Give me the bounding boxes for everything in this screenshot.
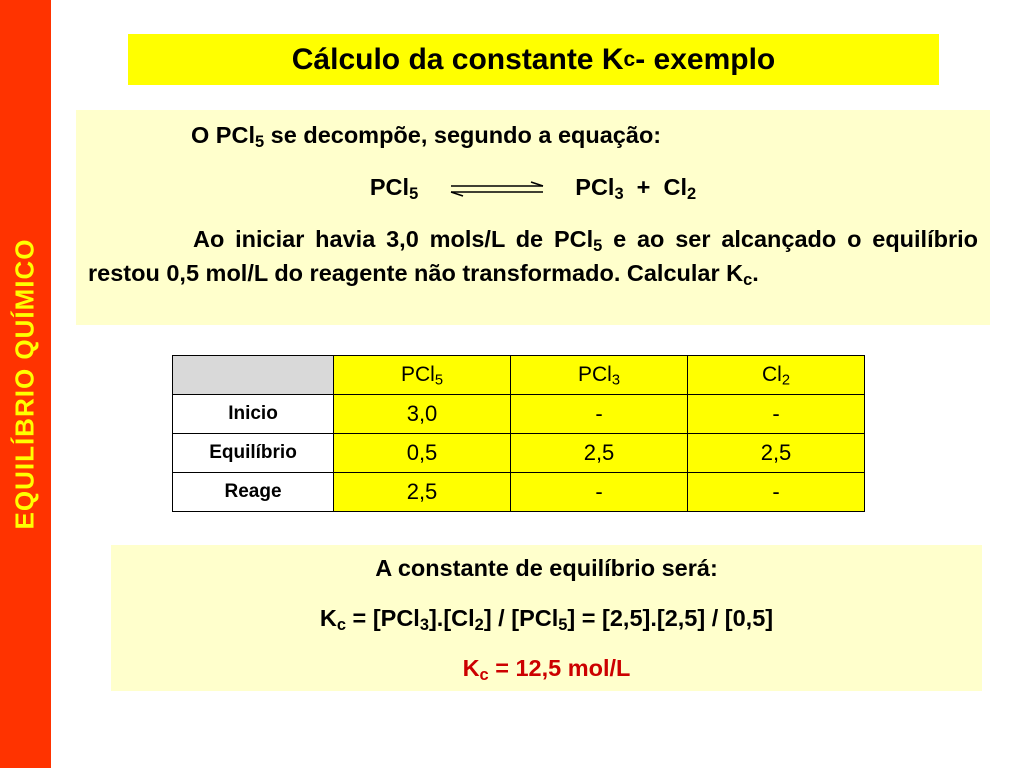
table-cell: 3,0	[334, 395, 511, 434]
problem-panel	[76, 110, 990, 325]
table-cell: -	[511, 395, 688, 434]
result-intro: A constante de equilíbrio será:	[375, 555, 718, 581]
kc-answer: $K_c = 12,5$ mol/L	[462, 655, 631, 685]
table-cell: -	[688, 473, 865, 512]
statement-a: Ao iniciar havia 3,0 mols/L de PCl	[193, 226, 594, 252]
table-cell: 2,5	[688, 434, 865, 473]
reactant-sub: 5	[409, 185, 419, 204]
product-2: Cl	[663, 174, 687, 200]
table-row	[173, 395, 865, 434]
side-bar	[0, 0, 51, 768]
statement-b: e ao ser alcançado o equilíbrio restou 0,5 mol/L do reagente não transformado. Calcular K	[88, 226, 978, 286]
title-suffix: - exemplo	[635, 42, 776, 76]
col-header-pcl3: PCl$_3$	[511, 356, 688, 395]
table-row	[173, 434, 865, 473]
problem-intro	[191, 122, 662, 152]
table-cell: -	[688, 395, 865, 434]
side-label: EQUILÍBRIO QUÍMICO	[9, 238, 40, 530]
product-1-sub: 3	[614, 185, 624, 204]
problem-statement	[88, 222, 978, 290]
table-cell: 0,5	[334, 434, 511, 473]
intro-text-b: se decompõe, segundo a equação:	[264, 122, 662, 148]
kc-formula: $K_c = [PCl_3].[Cl_2] / [PCl_5] = [2,5].[2,5] / [0,5]$	[319, 605, 774, 635]
product-1: PCl	[575, 174, 615, 200]
row-label: Equilíbrio	[173, 434, 334, 473]
product-2-sub: 2	[686, 185, 697, 204]
intro-sub: 5	[254, 133, 265, 152]
plus-sign: +	[623, 174, 664, 200]
result-panel	[111, 545, 982, 691]
slide-title: Cálculo da constante K c - exemplo	[128, 34, 939, 85]
intro-text-a: O PCl	[191, 122, 255, 148]
table-header-row	[173, 356, 865, 395]
reactant: PCl	[369, 174, 410, 200]
row-label: Inicio	[173, 395, 334, 434]
statement-end: .	[752, 260, 759, 286]
row-label: Reage	[173, 473, 334, 512]
col-header-pcl5: PCl$_5$	[334, 356, 511, 395]
reaction-equation	[76, 174, 990, 204]
table-row	[173, 473, 865, 512]
table-cell: 2,5	[511, 434, 688, 473]
equilibrium-arrow-icon	[447, 180, 547, 198]
statement-sub2: c	[743, 271, 753, 290]
statement-sub: 5	[593, 237, 603, 256]
table-corner	[173, 356, 334, 395]
table-cell: 2,5	[334, 473, 511, 512]
equilibrium-table	[172, 355, 865, 512]
col-header-cl2: $Cl_2$	[688, 356, 865, 395]
table-cell: -	[511, 473, 688, 512]
title-prefix: Cálculo da constante K	[291, 42, 624, 76]
